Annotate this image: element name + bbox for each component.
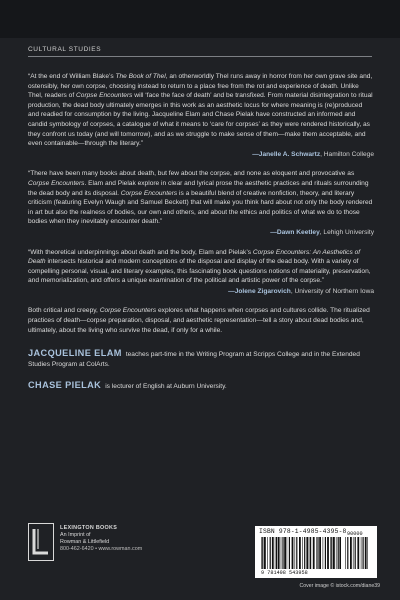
author-bio: teaches part-time in the Writing Program at Scripps College and in the Extended Studies Program at ColArts. [28,351,360,368]
quote-attribution [28,150,374,160]
author-bio-1 [28,349,374,369]
barcode-block [255,526,377,578]
quote-text: intersects historical and modern conceptions of the disposal and display of the dead body. With a variety of compelling personal, visual, and literary examples, this fascinating book questions notions of materiality, preservation, and memorialization, and offers a unique examination of the political and artistic power of the corpse.” [28,258,371,285]
publisher-imprint: An Imprint of [60,532,91,538]
quote-text: is a beautiful blend of creative nonfiction, theory, and literary criticism (featuring Evelyn Waugh and Samuel Beckett) that will make you think hard about not only the body rendered in art but also the realness of bodies, our own and others, and about the ethics and politics of what we do to those bodies when they inevitably encounter death.” [28,189,373,226]
quote-attribution [28,287,374,297]
isbn-barcode-icon [261,537,341,569]
reviewer-name: —Dawn Keetley [270,228,320,236]
book-description [28,306,374,335]
category-label: CULTURAL STUDIES [28,46,102,53]
quote-text: . Elam and Pielak explore in clear and lyrical prose the aesthetic practices and rituals surrounding the dead body and its disposal. [28,179,369,197]
review-quote-3 [28,248,374,297]
quote-title: The Book of Thel [115,73,166,80]
author-bio: is lecturer of English at Auburn University. [105,383,227,391]
price-code: 90000 [347,531,363,537]
reviewer-name: —Janelle A. Schwartz [252,150,321,158]
publisher-text [60,525,142,553]
publisher-name: LEXINGTON BOOKS [60,525,118,531]
publisher-logo-icon [28,523,54,561]
review-quote-2 [28,169,374,237]
review-quote-1 [28,72,374,159]
quote-title: Corpse Encounters: An Aesthetics of Death [28,248,361,266]
publisher-contact: 800-462-6420 • www.rowman.com [60,546,143,552]
reviewer-affiliation: , Hamilton College [320,150,374,158]
publisher-parent: Rowman & Littlefield [60,539,110,545]
description-text: Both critical and creepy, [28,307,100,315]
divider-rule [28,56,372,57]
cover-image-credit: Cover image © istock.com/diane39 [299,583,380,589]
author-bio-2 [28,381,374,392]
isbn-label: ISBN 978-1-4985-4395-8 [259,528,347,535]
quote-title: Corpse Encounters [28,179,85,187]
top-band [0,0,400,38]
barcode-number: 9 781498 543958 [261,570,308,576]
description-title: Corpse Encounters [99,307,157,315]
author-name: JACQUELINE ELAM [28,348,122,359]
price-barcode-icon [345,537,373,569]
description-text: explores what happens when corpses and cultures collide. The ritualized practices of death—corpse preparation, disposal, and aesthetic representation—tell a story about dead bodies and, ultimately, about the living who survive the dead, if only for a while. [28,307,370,334]
quote-text: “There have been many books about death, but few about the corpse, and none as eloquent and provocative as [28,170,355,178]
reviewer-affiliation: , University of Northern Iowa [290,287,374,295]
quote-text: will ‘face the face of death’ and be transfixed. From material disintegration to ritual production, the dead body ultimately emerges in this work as an aesthetic locus for where meaning is (re)produced and readied for consumption by the living. Jacqueline Elam and Chase Pielak have constructed an informed and candid symbology of corpses, a catalogue of what it means to ‘care for corpses’ as they were rendered historically, as they confront us today (and will tomorrow), and as we struggle to make sense of them—make them acceptable, and even containable—through the literary.” [28,92,373,148]
publisher-block [28,523,148,571]
quote-text: “With theoretical underpinnings about death and the body, Elam and Pielak’s [28,248,253,256]
reviewer-affiliation: , Lehigh University [319,228,374,236]
quote-title: Corpse Encounters [120,189,178,197]
reviewer-name: —Jolene Zigarovich [228,287,291,295]
quote-attribution [28,228,374,238]
quote-text: “At the end of William Blake’s [28,73,116,80]
author-name: CHASE PIELAK [28,380,102,391]
quote-text: , an otherworldly Thel runs away in horror from her own grave site and, ostensibly, her own corpse, choosing instead to return to a place free from the rot and experience of death. Unlike Thel, readers of [28,73,373,100]
quote-title: Corpse Encounters [76,92,133,100]
cover-copy [28,72,374,404]
